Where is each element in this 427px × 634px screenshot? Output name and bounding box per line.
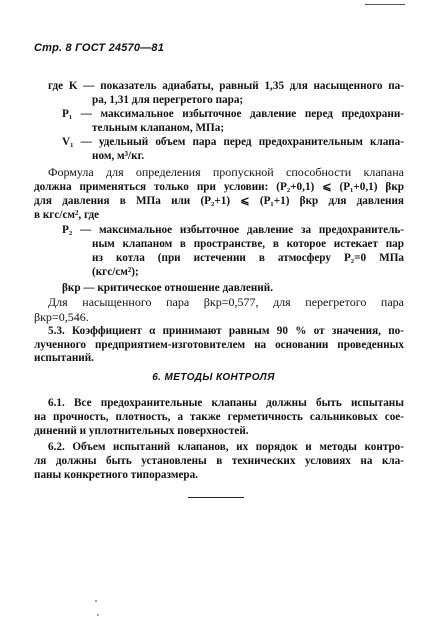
paragraph-line: паны конкретного типоразмера. bbox=[34, 469, 199, 481]
formula-line: должна применяться только при условии: (P₂+0,1) ⩽ (P₁+0,1) βкр bbox=[34, 181, 404, 193]
formula-line: в кгс/см², где bbox=[34, 209, 100, 221]
definition-line: P₂ — максимальное избыточное давление за предохранитель- bbox=[62, 224, 404, 236]
paragraph-line: лученного предприятием-изготовителем на основании проведенных bbox=[34, 339, 404, 351]
scan-speck bbox=[97, 614, 99, 616]
paragraph-line: испытаний. bbox=[34, 352, 94, 364]
definition-line: тельным клапаном, МПа; bbox=[92, 122, 225, 134]
formula-line: Формула для определения пропускной способности клапана bbox=[48, 165, 404, 179]
paragraph-line: βкр=0,546. bbox=[34, 310, 89, 324]
definition-line: (кгс/см²); bbox=[92, 266, 139, 278]
paragraph-line: Для насыщенного пара βкр=0,577, для перегретого пара bbox=[48, 295, 404, 309]
paragraph-line: ля должны быть установлены в технических условиях на кла- bbox=[34, 455, 404, 467]
definition-line: P₁ — максимальное избыточное давление перед предохрани- bbox=[62, 108, 404, 120]
definition-line: из котла (при истечении в атмосферу P₂=0 МПа bbox=[92, 252, 404, 264]
paragraph-line: на прочность, плотность, а также герметичность сальниковых сое- bbox=[34, 411, 404, 423]
definition-line: где K — показатель адиабаты, равный 1,35 для насыщенного па- bbox=[48, 80, 404, 92]
definition-line: βкр — критическое отношение давлений. bbox=[62, 282, 273, 294]
paragraph-line: 5.3. Коэффициент α принимают равным 90 % от значения, по- bbox=[48, 325, 404, 337]
paragraph-line: 6.1. Все предохранительные клапаны должны быть испытаны bbox=[48, 397, 404, 409]
paragraph-line: динений и уплотнительных поверхностей. bbox=[34, 425, 249, 437]
top-edge-mark bbox=[365, 4, 405, 5]
definition-line: ном, м³/кг. bbox=[92, 150, 145, 162]
section-title: 6. МЕТОДЫ КОНТРОЛЯ bbox=[152, 372, 275, 383]
definition-line: ра, 1,31 для перегретого пара; bbox=[92, 94, 244, 106]
formula-line: для давления в МПа или (P₂+1) ⩽ (P₁+1) βкр для давления bbox=[34, 195, 404, 207]
paragraph-line: 6.2. Объем испытаний клапанов, их порядок и методы контро- bbox=[48, 441, 404, 453]
definition-line: V₁ — удельный объем пара перед предохранительным клапа- bbox=[62, 136, 404, 148]
definition-line: ным клапаном в пространстве, в которое истекает пар bbox=[92, 238, 404, 250]
page-header: Стр. 8 ГОСТ 24570—81 bbox=[34, 42, 165, 54]
end-rule bbox=[188, 497, 244, 498]
scan-speck bbox=[95, 600, 97, 602]
